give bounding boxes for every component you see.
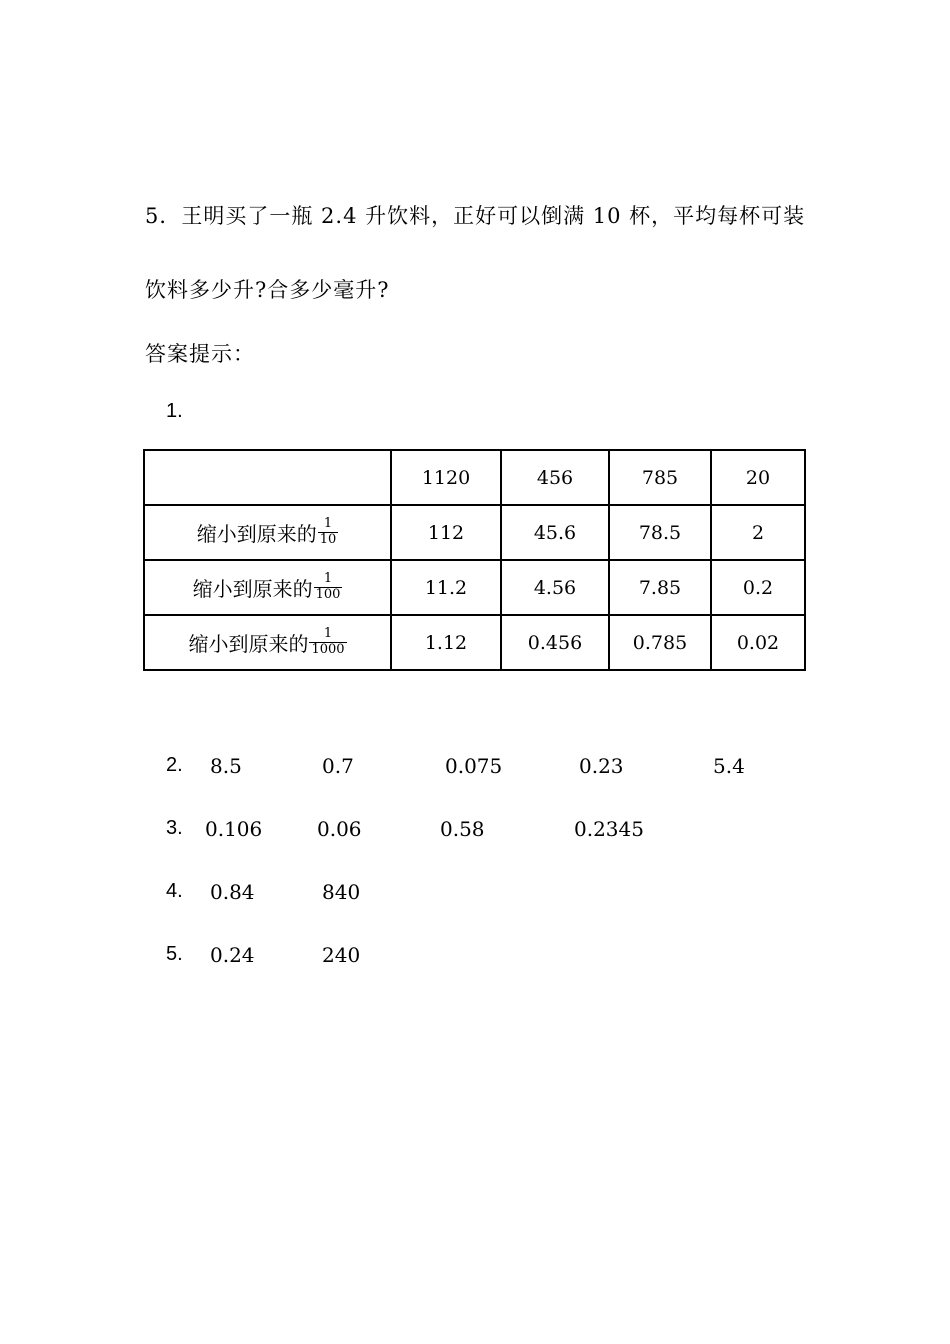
answer-5-row <box>0 943 950 973</box>
fraction-denominator: 1000 <box>311 642 345 657</box>
answer-value: 0.58 <box>440 817 485 841</box>
answer-1-number: 1. <box>166 400 183 422</box>
answer-value: 0.84 <box>210 880 255 904</box>
answer-5-number: 5. <box>166 943 183 965</box>
answer-value: 0.24 <box>210 943 255 967</box>
table-header-cell: 20 <box>711 450 805 505</box>
answer-value: 0.075 <box>445 754 503 778</box>
table-header-cell <box>144 450 391 505</box>
table-cell: 0.456 <box>501 615 609 670</box>
fraction-numerator: 1 <box>323 516 333 532</box>
row-label-cell <box>144 505 391 560</box>
fraction-numerator: 1 <box>323 571 333 587</box>
answer-value: 0.06 <box>317 817 362 841</box>
row-label-text: 缩小到原来的 <box>188 632 309 656</box>
answer-value: 5.4 <box>713 754 745 778</box>
fraction <box>318 517 339 548</box>
table-header-row <box>144 450 805 505</box>
table-cell: 112 <box>391 505 501 560</box>
table-cell: 78.5 <box>609 505 711 560</box>
answer-1-table <box>143 449 806 671</box>
table-row <box>144 560 805 615</box>
table-header-cell: 1120 <box>391 450 501 505</box>
table-cell: 0.2 <box>711 560 805 615</box>
row-label-text: 缩小到原来的 <box>196 522 317 546</box>
answer-value: 0.106 <box>205 817 263 841</box>
fraction-numerator: 1 <box>323 626 333 642</box>
row-label-text: 缩小到原来的 <box>192 577 313 601</box>
table-cell: 0.785 <box>609 615 711 670</box>
table-cell: 1.12 <box>391 615 501 670</box>
table-header-cell: 456 <box>501 450 609 505</box>
question-line-1: 5．王明买了一瓶 2.4 升饮料，正好可以倒满 10 杯，平均每杯可装 <box>145 204 806 228</box>
fraction <box>314 572 343 603</box>
answer-hint-title: 答案提示： <box>145 342 255 366</box>
table-row <box>144 615 805 670</box>
table-cell: 45.6 <box>501 505 609 560</box>
question-line-2: 饮料多少升?合多少毫升? <box>145 278 390 302</box>
table-cell: 11.2 <box>391 560 501 615</box>
table-cell: 2 <box>711 505 805 560</box>
answer-2-row <box>0 754 950 784</box>
table-row <box>144 505 805 560</box>
table-cell: 4.56 <box>501 560 609 615</box>
row-label-cell <box>144 615 391 670</box>
row-label-cell <box>144 560 391 615</box>
answer-4-row <box>0 880 950 910</box>
table-cell: 7.85 <box>609 560 711 615</box>
answer-value: 240 <box>322 943 361 967</box>
answer-value: 0.2345 <box>574 817 644 841</box>
fraction-denominator: 100 <box>315 587 341 602</box>
answer-3-row <box>0 817 950 847</box>
answer-value: 0.7 <box>322 754 354 778</box>
answer-value: 0.23 <box>579 754 624 778</box>
answer-4-number: 4. <box>166 880 183 902</box>
answer-3-number: 3. <box>166 817 183 839</box>
answer-value: 8.5 <box>210 754 242 778</box>
table-cell: 0.02 <box>711 615 805 670</box>
answer-2-number: 2. <box>166 754 183 776</box>
table-header-cell: 785 <box>609 450 711 505</box>
fraction <box>309 627 346 658</box>
fraction-denominator: 10 <box>319 532 337 547</box>
answer-value: 840 <box>322 880 361 904</box>
